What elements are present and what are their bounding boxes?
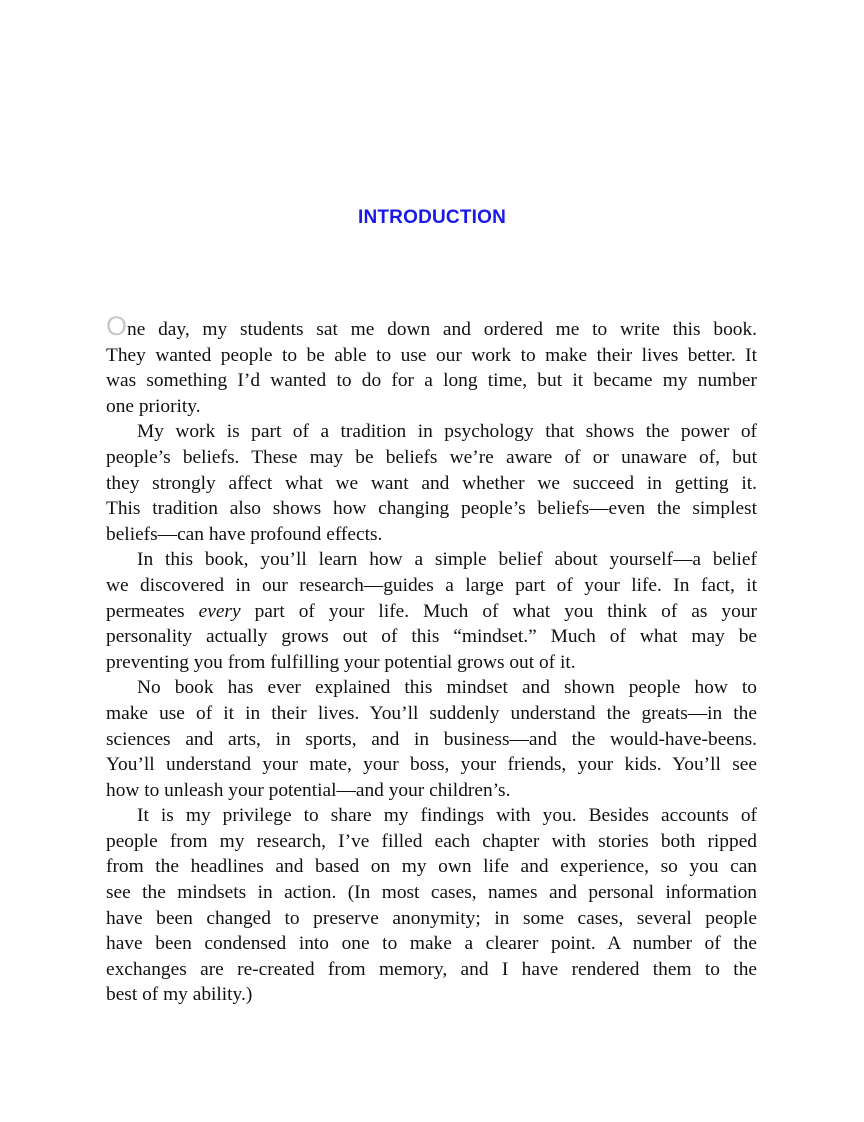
paragraph-2	[106, 419, 757, 547]
text-line: how to unleash your potential—and your children’s.	[106, 779, 511, 801]
text-line: This tradition also shows how changing people’s beliefs—even the simplest	[106, 498, 757, 520]
text-line: My work is part of a tradition in psychology that shows the power of	[137, 421, 757, 443]
text-line: one priority.	[106, 395, 201, 417]
text-line: have been changed to preserve anonymity; in some cases, several people	[106, 907, 757, 929]
paragraph-1	[106, 311, 757, 419]
paragraph-3	[106, 547, 757, 675]
text-line: No book has ever explained this mindset and shown people how to	[137, 677, 757, 699]
text-line: It is my privilege to share my findings with you. Besides accounts of	[137, 805, 757, 827]
text-line: personality actually grows out of this “mindset.” Much of what may be	[106, 626, 757, 648]
text-line: exchanges are re-created from memory, and I have rendered them to the	[106, 958, 757, 980]
text-line: from the headlines and based on my own life and experience, so you can	[106, 856, 757, 878]
text-line: You’ll understand your mate, your boss, your friends, your kids. You’ll see	[106, 754, 757, 776]
text-run: part of your life. Much of what you think of as your	[254, 600, 757, 622]
text-line: have been condensed into one to make a clearer point. A number of the	[106, 933, 757, 955]
text-line: In this book, you’ll learn how a simple belief about yourself—a belief	[137, 549, 757, 571]
chapter-title: INTRODUCTION	[357, 207, 507, 228]
paragraph-5	[106, 803, 757, 1008]
text-line: preventing you from fulfilling your potential grows out of it.	[106, 651, 576, 673]
text-line: we discovered in our research—guides a large part of your life. In fact, it	[106, 574, 757, 596]
text-line: beliefs—can have profound effects.	[106, 523, 383, 545]
text-run: permeates	[106, 600, 185, 622]
text-line: They wanted people to be able to use our work to make their lives better. It	[106, 344, 757, 366]
text-line: make use of it in their lives. You’ll suddenly understand the greats—in the	[106, 702, 757, 724]
text-line: best of my ability.)	[106, 984, 253, 1006]
text-line: see the mindsets in action. (In most cases, names and personal information	[106, 882, 757, 904]
text-line: was something I’d wanted to do for a long time, but it became my number	[106, 370, 757, 392]
drop-cap: O	[106, 311, 128, 341]
text-line: people from my research, I’ve filled each chapter with stories both ripped	[106, 830, 757, 852]
paragraph-4	[106, 675, 757, 803]
text-line: people’s beliefs. These may be beliefs we’re aware of or unaware of, but	[106, 446, 757, 468]
text-line: they strongly affect what we want and whether we succeed in getting it.	[106, 472, 757, 494]
text-line	[106, 599, 757, 625]
chapter-body	[106, 311, 757, 1008]
text-line: sciences and arts, in sports, and in business—and the would-have-beens.	[106, 728, 757, 750]
text-line: One day, my students sat me down and ordered me to write this book.	[106, 311, 757, 341]
emphasis-text: every	[198, 600, 241, 622]
